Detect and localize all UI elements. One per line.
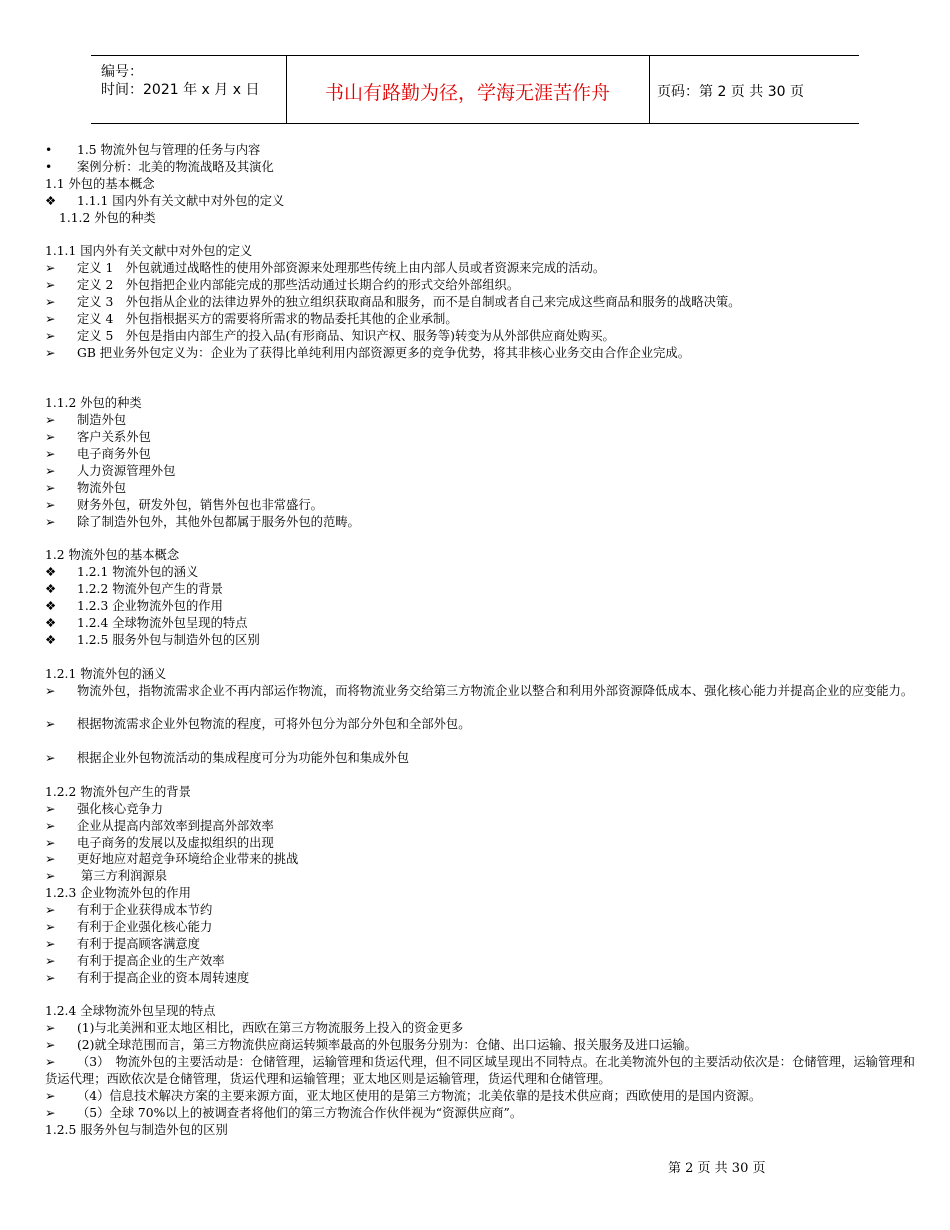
bullet-item xyxy=(45,615,915,632)
bullet-item xyxy=(45,970,915,987)
page-footer: 第 2 页 共 30 页 xyxy=(668,1161,766,1176)
arrow-bullet-icon: ➢ xyxy=(45,920,56,934)
bullet-item xyxy=(45,159,915,176)
section-heading xyxy=(45,666,915,683)
arrow-bullet-icon: ➢ xyxy=(45,295,56,310)
line-text: 案例分析：北美的物流战略及其演化 xyxy=(77,159,274,174)
line-text: 定义 1 外包就通过战略性的使用外部资源来处理那些传统上由内部人员或者资源来完成的活动。 xyxy=(77,261,606,276)
line-text: 更好地应对超竞争环境给企业带来的挑战 xyxy=(77,852,299,867)
arrow-bullet-icon: ➢ xyxy=(45,497,56,512)
arrow-bullet-icon: ➢ xyxy=(45,328,56,343)
section-heading xyxy=(45,210,915,227)
bullet-item xyxy=(45,919,915,936)
document-body xyxy=(45,142,915,1139)
arrow-bullet-icon: ➢ xyxy=(45,869,56,884)
bullet-item xyxy=(45,429,915,446)
arrow-bullet-icon: ➢ xyxy=(45,683,56,698)
arrow-bullet-icon: ➢ xyxy=(45,447,56,462)
blank-line xyxy=(45,767,915,784)
line-text: （4）信息技术解决方案的主要来源方面，亚太地区使用的是第三方物流；北美依靠的是技术供应商；西欧使用的是国内资源。 xyxy=(77,1088,762,1103)
doc-time-label: 时间：2021 年 x 月 x 日 xyxy=(101,82,260,98)
section-heading xyxy=(45,176,915,193)
section-heading xyxy=(45,1003,915,1020)
diamond-bullet-icon: ❖ xyxy=(45,193,57,208)
arrow-bullet-icon: ➢ xyxy=(45,717,56,732)
section-heading xyxy=(45,243,915,260)
bullet-item xyxy=(45,1105,915,1122)
bullet-item xyxy=(45,142,915,159)
bullet-item xyxy=(45,1020,915,1037)
bullet-item xyxy=(45,851,915,868)
diamond-bullet-icon: ❖ xyxy=(45,565,57,580)
line-text: 财务外包，研发外包，销售外包也非常盛行。 xyxy=(77,497,323,512)
bullet-item xyxy=(45,260,915,277)
line-text: 1.2.1 物流外包的涵义 xyxy=(45,666,167,681)
section-heading xyxy=(45,395,915,412)
bullet-item xyxy=(45,345,915,362)
line-text: 客户关系外包 xyxy=(77,430,151,445)
bullet-item xyxy=(45,514,915,531)
arrow-bullet-icon: ➢ xyxy=(45,970,56,985)
line-text: 有利于提高顾客满意度 xyxy=(77,936,200,951)
arrow-bullet-icon: ➢ xyxy=(45,852,56,867)
blank-line xyxy=(45,649,915,666)
bullet-item xyxy=(45,412,915,429)
arrow-bullet-icon: ➢ xyxy=(45,903,56,918)
line-text: 定义 2 外包指把企业内部能完成的那些活动通过长期合约的形式交给外部组织。 xyxy=(77,278,520,293)
bullet-item xyxy=(45,277,915,294)
line-text: 人力资源管理外包 xyxy=(77,463,176,478)
line-text: 定义 5 外包是指由内部生产的投入品(有形商品、知识产权、服务等)转变为从外部供应商处购买。 xyxy=(77,328,615,343)
bullet-item xyxy=(45,801,915,818)
doc-number-label: 编号： xyxy=(101,64,143,80)
line-text: 有利于提高企业的生产效率 xyxy=(77,953,225,968)
diamond-bullet-icon: ❖ xyxy=(45,615,57,630)
line-text: 制造外包 xyxy=(77,413,127,428)
section-heading xyxy=(45,784,915,801)
arrow-bullet-icon: ➢ xyxy=(45,345,56,360)
line-text: 企业从提高内部效率到提高外部效率 xyxy=(77,818,274,833)
bullet-item xyxy=(45,1054,915,1088)
line-text: 有利于企业获得成本节约 xyxy=(77,903,213,918)
line-text: 1.2.5 服务外包与制造外包的区别 xyxy=(77,632,260,647)
bullet-item xyxy=(45,868,915,885)
arrow-bullet-icon: ➢ xyxy=(45,311,56,326)
line-text: 1.2.4 全球物流外包呈现的特点 xyxy=(45,1004,216,1019)
line-text: 有利于企业强化核心能力 xyxy=(77,920,213,934)
line-text: 定义 3 外包指从企业的法律边界外的独立组织获取商品和服务，而不是自制或者自己来完成这些商品和服务的战略决策。 xyxy=(77,295,741,310)
arrow-bullet-icon: ➢ xyxy=(45,751,56,766)
line-text: 1.2.5 服务外包与制造外包的区别 xyxy=(45,1122,228,1137)
bullet-item xyxy=(45,818,915,835)
arrow-bullet-icon: ➢ xyxy=(45,1088,56,1103)
arrow-bullet-icon: ➢ xyxy=(45,953,56,968)
bullet-item xyxy=(45,480,915,497)
blank-line xyxy=(45,699,915,716)
line-text: 电子商务外包 xyxy=(77,447,151,462)
line-text: 物流外包 xyxy=(77,480,127,495)
arrow-bullet-icon: ➢ xyxy=(45,278,56,293)
bullet-item xyxy=(45,581,915,598)
arrow-bullet-icon: ➢ xyxy=(45,480,56,495)
bullet-item xyxy=(45,294,915,311)
blank-line xyxy=(45,733,915,750)
dot-bullet-icon: • xyxy=(45,143,53,157)
bullet-item xyxy=(45,902,915,919)
arrow-bullet-icon: ➢ xyxy=(45,818,56,833)
line-text: 1.2.2 物流外包产生的背景 xyxy=(77,582,223,597)
line-text: 1.2.4 全球物流外包呈现的特点 xyxy=(77,615,248,630)
header-divider xyxy=(649,56,650,123)
line-text: 1.2.3 企业物流外包的作用 xyxy=(45,886,191,901)
diamond-bullet-icon: ❖ xyxy=(45,599,57,614)
line-text: 1.2 物流外包的基本概念 xyxy=(45,548,180,563)
arrow-bullet-icon: ➢ xyxy=(45,1038,56,1053)
line-text: 1.2.2 物流外包产生的背景 xyxy=(45,784,191,799)
bullet-item xyxy=(45,835,915,852)
line-text: 1.1.2 外包的种类 xyxy=(45,396,142,411)
blank-line xyxy=(45,531,915,548)
arrow-bullet-icon: ➢ xyxy=(45,261,56,276)
line-text: 电子商务的发展以及虚拟组织的出现 xyxy=(77,835,274,850)
bullet-item xyxy=(45,683,915,700)
bullet-item xyxy=(45,598,915,615)
line-text: 第三方利润源泉 xyxy=(77,869,167,884)
bullet-item xyxy=(45,750,915,767)
bullet-item xyxy=(45,1037,915,1054)
section-heading xyxy=(45,885,915,902)
line-text: 根据物流需求企业外包物流的程度，可将外包分为部分外包和全部外包。 xyxy=(77,717,471,732)
section-heading xyxy=(45,1122,915,1139)
arrow-bullet-icon: ➢ xyxy=(45,514,56,529)
dot-bullet-icon: • xyxy=(45,159,53,174)
bullet-item xyxy=(45,564,915,581)
line-text: 物流外包，指物流需求企业不再内部运作物流，而将物流业务交给第三方物流企业以整合和利用外部资源降低成本、强化核心能力并提高企业的应变能力。 xyxy=(77,683,914,698)
line-text: 1.2.1 物流外包的涵义 xyxy=(77,565,199,580)
line-text: (1)与北美洲和亚太地区相比，西欧在第三方物流服务上投入的资金更多 xyxy=(77,1021,464,1036)
bullet-item xyxy=(45,311,915,328)
bullet-item xyxy=(45,446,915,463)
line-text: 根据企业外包物流活动的集成程度可分为功能外包和集成外包 xyxy=(77,751,410,766)
arrow-bullet-icon: ➢ xyxy=(45,1021,56,1036)
bullet-item xyxy=(45,953,915,970)
bullet-item xyxy=(45,193,915,210)
line-text: 有利于提高企业的资本周转速度 xyxy=(77,970,250,985)
line-text: 除了制造外包外，其他外包都属于服务外包的范畴。 xyxy=(77,514,360,529)
arrow-bullet-icon: ➢ xyxy=(45,1105,56,1120)
blank-line xyxy=(45,987,915,1004)
page-header xyxy=(91,55,859,124)
bullet-item xyxy=(45,497,915,514)
blank-line xyxy=(45,226,915,243)
diamond-bullet-icon: ❖ xyxy=(45,632,57,647)
line-text: 定义 4 外包指根据买方的需要将所需求的物品委托其他的企业承制。 xyxy=(77,311,458,326)
line-text: 1.1 外包的基本概念 xyxy=(45,176,155,191)
bullet-item xyxy=(45,716,915,733)
bullet-item xyxy=(45,328,915,345)
arrow-bullet-icon: ➢ xyxy=(45,413,56,428)
blank-line xyxy=(45,362,915,396)
bullet-item xyxy=(45,936,915,953)
arrow-bullet-icon: ➢ xyxy=(45,936,56,951)
section-heading xyxy=(45,547,915,564)
line-text: 强化核心竞争力 xyxy=(77,801,164,816)
line-text: 1.1.2 外包的种类 xyxy=(59,210,156,225)
header-page-info: 页码：第 2 页 共 30 页 xyxy=(657,84,804,100)
line-text: GB 把业务外包定义为：企业为了获得比单纯利用内部资源更多的竞争优势，将其非核心业务交由合作企业完成。 xyxy=(77,345,691,360)
bullet-item xyxy=(45,463,915,480)
line-text: 1.1.1 国内外有关文献中对外包的定义 xyxy=(77,193,285,208)
arrow-bullet-icon: ➢ xyxy=(45,801,56,816)
line-text: 1.5 物流外包与管理的任务与内容 xyxy=(77,143,261,157)
line-text: （5）全球 70%以上的被调查者将他们的第三方物流合作伙伴视为“资源供应商”。 xyxy=(77,1105,523,1120)
arrow-bullet-icon: ➢ xyxy=(45,835,56,850)
line-text: 1.2.3 企业物流外包的作用 xyxy=(77,599,223,614)
header-motto: 书山有路勤为径，学海无涯苦作舟 xyxy=(324,82,610,104)
bullet-item xyxy=(45,1088,915,1105)
arrow-bullet-icon: ➢ xyxy=(45,463,56,478)
arrow-bullet-icon: ➢ xyxy=(45,430,56,445)
bullet-item xyxy=(45,632,915,649)
line-text: （3） 物流外包的主要活动是：仓储管理，运输管理和货运代理，但不同区域呈现出不同特点。在北美物流外包的主要活动依次是：仓储管理，运输管理和货运代理；西欧依次是仓储管理，货运代理和运输管理；亚太地区则是运输管理，货运代理和仓储管理。 xyxy=(45,1055,915,1087)
diamond-bullet-icon: ❖ xyxy=(45,582,57,597)
line-text: 1.1.1 国内外有关文献中对外包的定义 xyxy=(45,244,253,259)
line-text: (2)就全球范围而言，第三方物流供应商运转频率最高的外包服务分别为：仓储、出口运输、报关服务及进口运输。 xyxy=(77,1038,697,1053)
arrow-bullet-icon: ➢ xyxy=(45,1055,56,1070)
